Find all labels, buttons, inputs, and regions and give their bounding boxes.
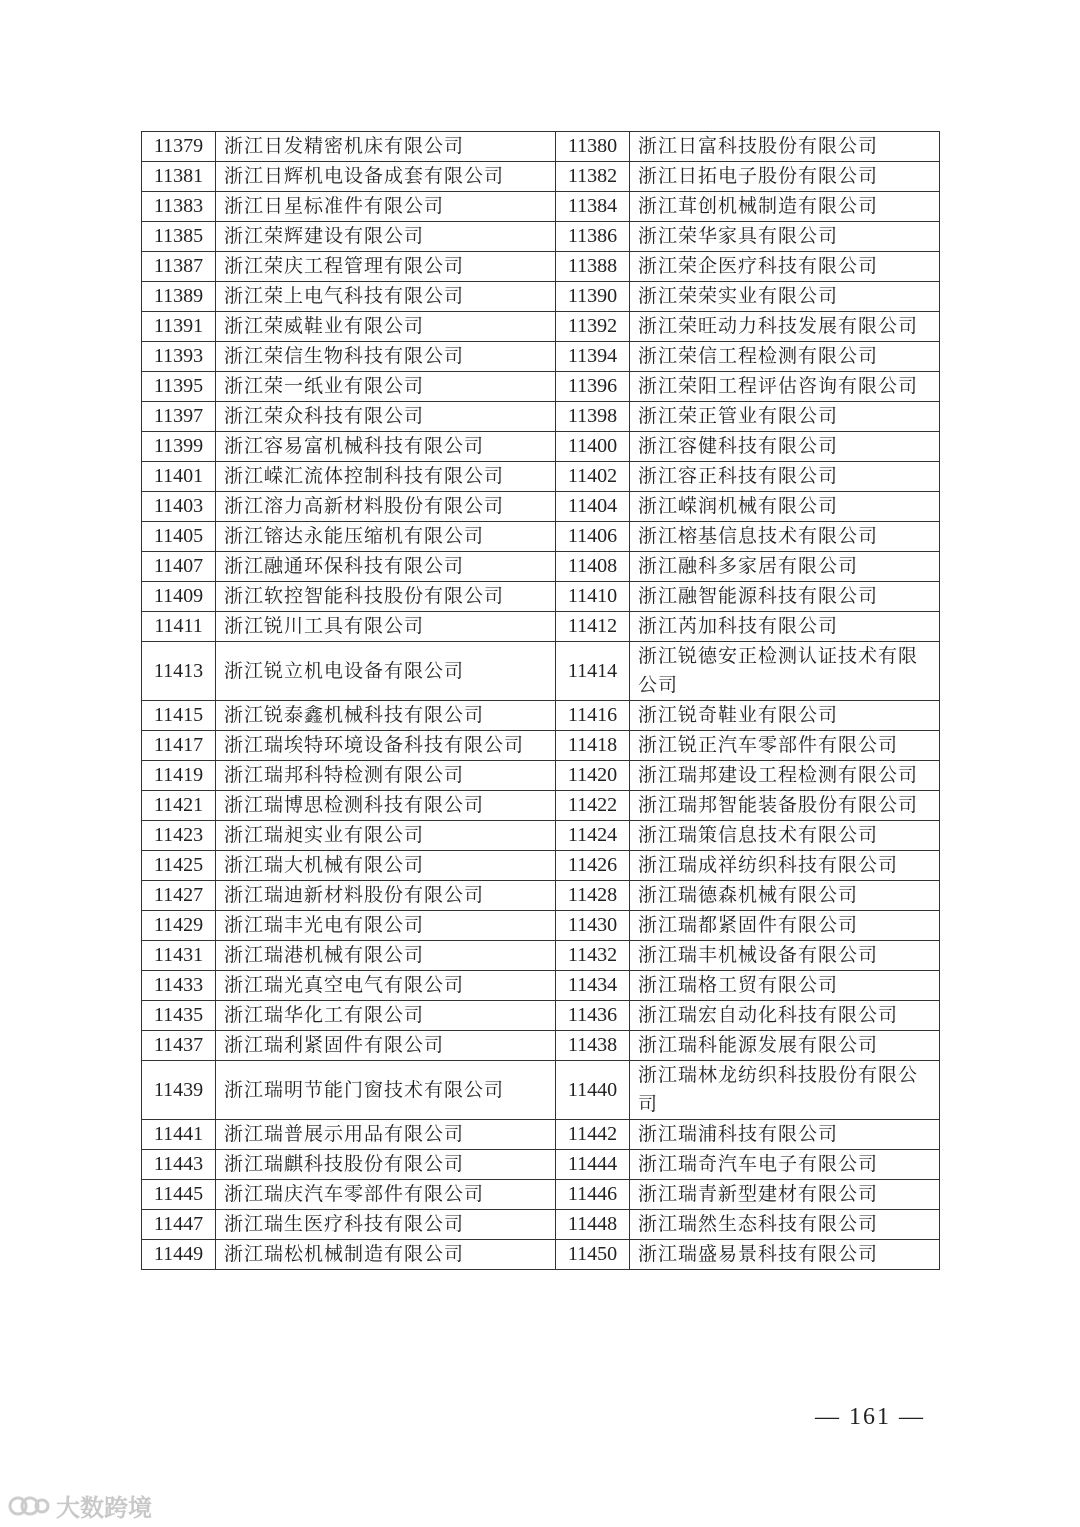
entry-number: 11406 — [556, 522, 630, 552]
company-name: 浙江瑞利紧固件有限公司 — [216, 1031, 556, 1061]
company-name: 浙江锐川工具有限公司 — [216, 612, 556, 642]
entry-number: 11420 — [556, 761, 630, 791]
entry-number: 11413 — [142, 642, 216, 701]
entry-number: 11441 — [142, 1120, 216, 1150]
page-number: — 161 — — [815, 1404, 925, 1430]
entry-number: 11437 — [142, 1031, 216, 1061]
company-name: 浙江瑞埃特环境设备科技有限公司 — [216, 731, 556, 761]
entry-number: 11379 — [142, 132, 216, 162]
entry-number: 11436 — [556, 1001, 630, 1031]
company-name: 浙江瑞生医疗科技有限公司 — [216, 1210, 556, 1240]
table-row — [142, 881, 940, 911]
company-name: 浙江软控智能科技股份有限公司 — [216, 582, 556, 612]
entry-number: 11422 — [556, 791, 630, 821]
entry-number: 11425 — [142, 851, 216, 881]
company-name: 浙江瑞都紧固件有限公司 — [630, 911, 940, 941]
table-row — [142, 731, 940, 761]
entry-number: 11391 — [142, 312, 216, 342]
table-row — [142, 791, 940, 821]
table-row — [142, 342, 940, 372]
company-name: 浙江嵘润机械有限公司 — [630, 492, 940, 522]
entry-number: 11397 — [142, 402, 216, 432]
company-name: 浙江荣辉建设有限公司 — [216, 222, 556, 252]
company-name: 浙江瑞华化工有限公司 — [216, 1001, 556, 1031]
company-name: 浙江容易富机械科技有限公司 — [216, 432, 556, 462]
table-row — [142, 1180, 940, 1210]
table-row — [142, 1120, 940, 1150]
entry-number: 11440 — [556, 1061, 630, 1120]
table-row — [142, 372, 940, 402]
table-row — [142, 162, 940, 192]
company-name: 浙江瑞麒科技股份有限公司 — [216, 1150, 556, 1180]
company-name: 浙江瑞迪新材料股份有限公司 — [216, 881, 556, 911]
table-row — [142, 642, 940, 701]
company-name: 浙江瑞庆汽车零部件有限公司 — [216, 1180, 556, 1210]
table-row — [142, 252, 940, 282]
entry-number: 11400 — [556, 432, 630, 462]
company-list-body — [142, 132, 940, 1270]
company-name: 浙江瑞林龙纺织科技股份有限公司 — [630, 1061, 940, 1120]
company-name: 浙江瑞宏自动化科技有限公司 — [630, 1001, 940, 1031]
watermark-text: 大数跨境 — [56, 1494, 152, 1522]
company-name: 浙江日富科技股份有限公司 — [630, 132, 940, 162]
company-name: 浙江瑞邦智能装备股份有限公司 — [630, 791, 940, 821]
company-name: 浙江荣华家具有限公司 — [630, 222, 940, 252]
entry-number: 11394 — [556, 342, 630, 372]
company-name: 浙江瑞昶实业有限公司 — [216, 821, 556, 851]
entry-number: 11449 — [142, 1240, 216, 1270]
company-name: 浙江锐德安正检测认证技术有限公司 — [630, 642, 940, 701]
company-name: 浙江锐立机电设备有限公司 — [216, 642, 556, 701]
entry-number: 11382 — [556, 162, 630, 192]
company-name: 浙江荣阳工程评估咨询有限公司 — [630, 372, 940, 402]
entry-number: 11389 — [142, 282, 216, 312]
company-name: 浙江瑞普展示用品有限公司 — [216, 1120, 556, 1150]
company-name: 浙江锐正汽车零部件有限公司 — [630, 731, 940, 761]
entry-number: 11419 — [142, 761, 216, 791]
company-name: 浙江瑞青新型建材有限公司 — [630, 1180, 940, 1210]
table-row — [142, 582, 940, 612]
company-name: 浙江瑞博思检测科技有限公司 — [216, 791, 556, 821]
table-row — [142, 522, 940, 552]
entry-number: 11395 — [142, 372, 216, 402]
table-row — [142, 132, 940, 162]
entry-number: 11438 — [556, 1031, 630, 1061]
table-row — [142, 1150, 940, 1180]
entry-number: 11409 — [142, 582, 216, 612]
company-name: 浙江瑞策信息技术有限公司 — [630, 821, 940, 851]
entry-number: 11384 — [556, 192, 630, 222]
entry-number: 11439 — [142, 1061, 216, 1120]
company-list-table — [141, 131, 940, 1270]
entry-number: 11433 — [142, 971, 216, 1001]
entry-number: 11399 — [142, 432, 216, 462]
entry-number: 11415 — [142, 701, 216, 731]
entry-number: 11398 — [556, 402, 630, 432]
company-name: 浙江瑞邦建设工程检测有限公司 — [630, 761, 940, 791]
entry-number: 11408 — [556, 552, 630, 582]
company-name: 浙江瑞港机械有限公司 — [216, 941, 556, 971]
company-name: 浙江榕基信息技术有限公司 — [630, 522, 940, 552]
table-row — [142, 851, 940, 881]
entry-number: 11423 — [142, 821, 216, 851]
entry-number: 11404 — [556, 492, 630, 522]
entry-number: 11405 — [142, 522, 216, 552]
company-name: 浙江瑞丰光电有限公司 — [216, 911, 556, 941]
company-name: 浙江日发精密机床有限公司 — [216, 132, 556, 162]
entry-number: 11432 — [556, 941, 630, 971]
company-name: 浙江荣企医疗科技有限公司 — [630, 252, 940, 282]
entry-number: 11450 — [556, 1240, 630, 1270]
company-name: 浙江荣威鞋业有限公司 — [216, 312, 556, 342]
entry-number: 11385 — [142, 222, 216, 252]
entry-number: 11434 — [556, 971, 630, 1001]
table-row — [142, 1210, 940, 1240]
company-name: 浙江日拓电子股份有限公司 — [630, 162, 940, 192]
entry-number: 11442 — [556, 1120, 630, 1150]
table-row — [142, 821, 940, 851]
company-name: 浙江溶力高新材料股份有限公司 — [216, 492, 556, 522]
company-name: 浙江瑞松机械制造有限公司 — [216, 1240, 556, 1270]
company-name: 浙江瑞浦科技有限公司 — [630, 1120, 940, 1150]
entry-number: 11426 — [556, 851, 630, 881]
company-name: 浙江茸创机械制造有限公司 — [630, 192, 940, 222]
table-row — [142, 192, 940, 222]
company-name: 浙江瑞科能源发展有限公司 — [630, 1031, 940, 1061]
company-name: 浙江锐奇鞋业有限公司 — [630, 701, 940, 731]
company-name: 浙江荣一纸业有限公司 — [216, 372, 556, 402]
table-row — [142, 492, 940, 522]
company-name: 浙江融智能源科技有限公司 — [630, 582, 940, 612]
table-row — [142, 312, 940, 342]
company-name: 浙江荣信生物科技有限公司 — [216, 342, 556, 372]
entry-number: 11417 — [142, 731, 216, 761]
table-row — [142, 402, 940, 432]
entry-number: 11387 — [142, 252, 216, 282]
entry-number: 11393 — [142, 342, 216, 372]
entry-number: 11435 — [142, 1001, 216, 1031]
entry-number: 11445 — [142, 1180, 216, 1210]
company-name: 浙江日辉机电设备成套有限公司 — [216, 162, 556, 192]
entry-number: 11421 — [142, 791, 216, 821]
company-name: 浙江荣信工程检测有限公司 — [630, 342, 940, 372]
table-row — [142, 612, 940, 642]
watermark-logo-icon — [8, 1493, 50, 1519]
entry-number: 11388 — [556, 252, 630, 282]
table-row — [142, 552, 940, 582]
company-name: 浙江锐泰鑫机械科技有限公司 — [216, 701, 556, 731]
table-row — [142, 222, 940, 252]
company-name: 浙江瑞光真空电气有限公司 — [216, 971, 556, 1001]
company-name: 浙江嵘汇流体控制科技有限公司 — [216, 462, 556, 492]
entry-number: 11392 — [556, 312, 630, 342]
entry-number: 11424 — [556, 821, 630, 851]
entry-number: 11443 — [142, 1150, 216, 1180]
company-name: 浙江瑞盛易景科技有限公司 — [630, 1240, 940, 1270]
entry-number: 11386 — [556, 222, 630, 252]
company-name: 浙江容正科技有限公司 — [630, 462, 940, 492]
company-name: 浙江瑞成祥纺织科技有限公司 — [630, 851, 940, 881]
company-name: 浙江荣旺动力科技发展有限公司 — [630, 312, 940, 342]
entry-number: 11429 — [142, 911, 216, 941]
company-name: 浙江瑞奇汽车电子有限公司 — [630, 1150, 940, 1180]
company-name: 浙江芮加科技有限公司 — [630, 612, 940, 642]
table-row — [142, 1061, 940, 1120]
company-name: 浙江容健科技有限公司 — [630, 432, 940, 462]
company-name: 浙江日星标准件有限公司 — [216, 192, 556, 222]
company-name: 浙江瑞大机械有限公司 — [216, 851, 556, 881]
table-row — [142, 1240, 940, 1270]
table-row — [142, 1001, 940, 1031]
table-row — [142, 1031, 940, 1061]
entry-number: 11430 — [556, 911, 630, 941]
table-row — [142, 911, 940, 941]
entry-number: 11396 — [556, 372, 630, 402]
company-name: 浙江镕达永能压缩机有限公司 — [216, 522, 556, 552]
company-name: 浙江瑞明节能门窗技术有限公司 — [216, 1061, 556, 1120]
table-row — [142, 941, 940, 971]
entry-number: 11444 — [556, 1150, 630, 1180]
company-name: 浙江瑞德森机械有限公司 — [630, 881, 940, 911]
entry-number: 11390 — [556, 282, 630, 312]
company-name: 浙江融通环保科技有限公司 — [216, 552, 556, 582]
entry-number: 11380 — [556, 132, 630, 162]
entry-number: 11428 — [556, 881, 630, 911]
entry-number: 11407 — [142, 552, 216, 582]
table-row — [142, 282, 940, 312]
entry-number: 11383 — [142, 192, 216, 222]
entry-number: 11446 — [556, 1180, 630, 1210]
table-row — [142, 432, 940, 462]
company-name: 浙江融科多家居有限公司 — [630, 552, 940, 582]
company-name: 浙江瑞然生态科技有限公司 — [630, 1210, 940, 1240]
entry-number: 11418 — [556, 731, 630, 761]
entry-number: 11402 — [556, 462, 630, 492]
entry-number: 11448 — [556, 1210, 630, 1240]
entry-number: 11414 — [556, 642, 630, 701]
company-name: 浙江荣众科技有限公司 — [216, 402, 556, 432]
table-row — [142, 971, 940, 1001]
company-name: 浙江荣正管业有限公司 — [630, 402, 940, 432]
watermark — [8, 1488, 152, 1523]
company-name: 浙江荣庆工程管理有限公司 — [216, 252, 556, 282]
entry-number: 11403 — [142, 492, 216, 522]
company-name: 浙江瑞格工贸有限公司 — [630, 971, 940, 1001]
entry-number: 11431 — [142, 941, 216, 971]
entry-number: 11412 — [556, 612, 630, 642]
company-name: 浙江瑞邦科特检测有限公司 — [216, 761, 556, 791]
company-name: 浙江荣荣实业有限公司 — [630, 282, 940, 312]
table-row — [142, 761, 940, 791]
entry-number: 11410 — [556, 582, 630, 612]
company-name: 浙江瑞丰机械设备有限公司 — [630, 941, 940, 971]
table-row — [142, 462, 940, 492]
entry-number: 11381 — [142, 162, 216, 192]
entry-number: 11416 — [556, 701, 630, 731]
table-row — [142, 701, 940, 731]
entry-number: 11411 — [142, 612, 216, 642]
entry-number: 11427 — [142, 881, 216, 911]
entry-number: 11447 — [142, 1210, 216, 1240]
company-name: 浙江荣上电气科技有限公司 — [216, 282, 556, 312]
entry-number: 11401 — [142, 462, 216, 492]
